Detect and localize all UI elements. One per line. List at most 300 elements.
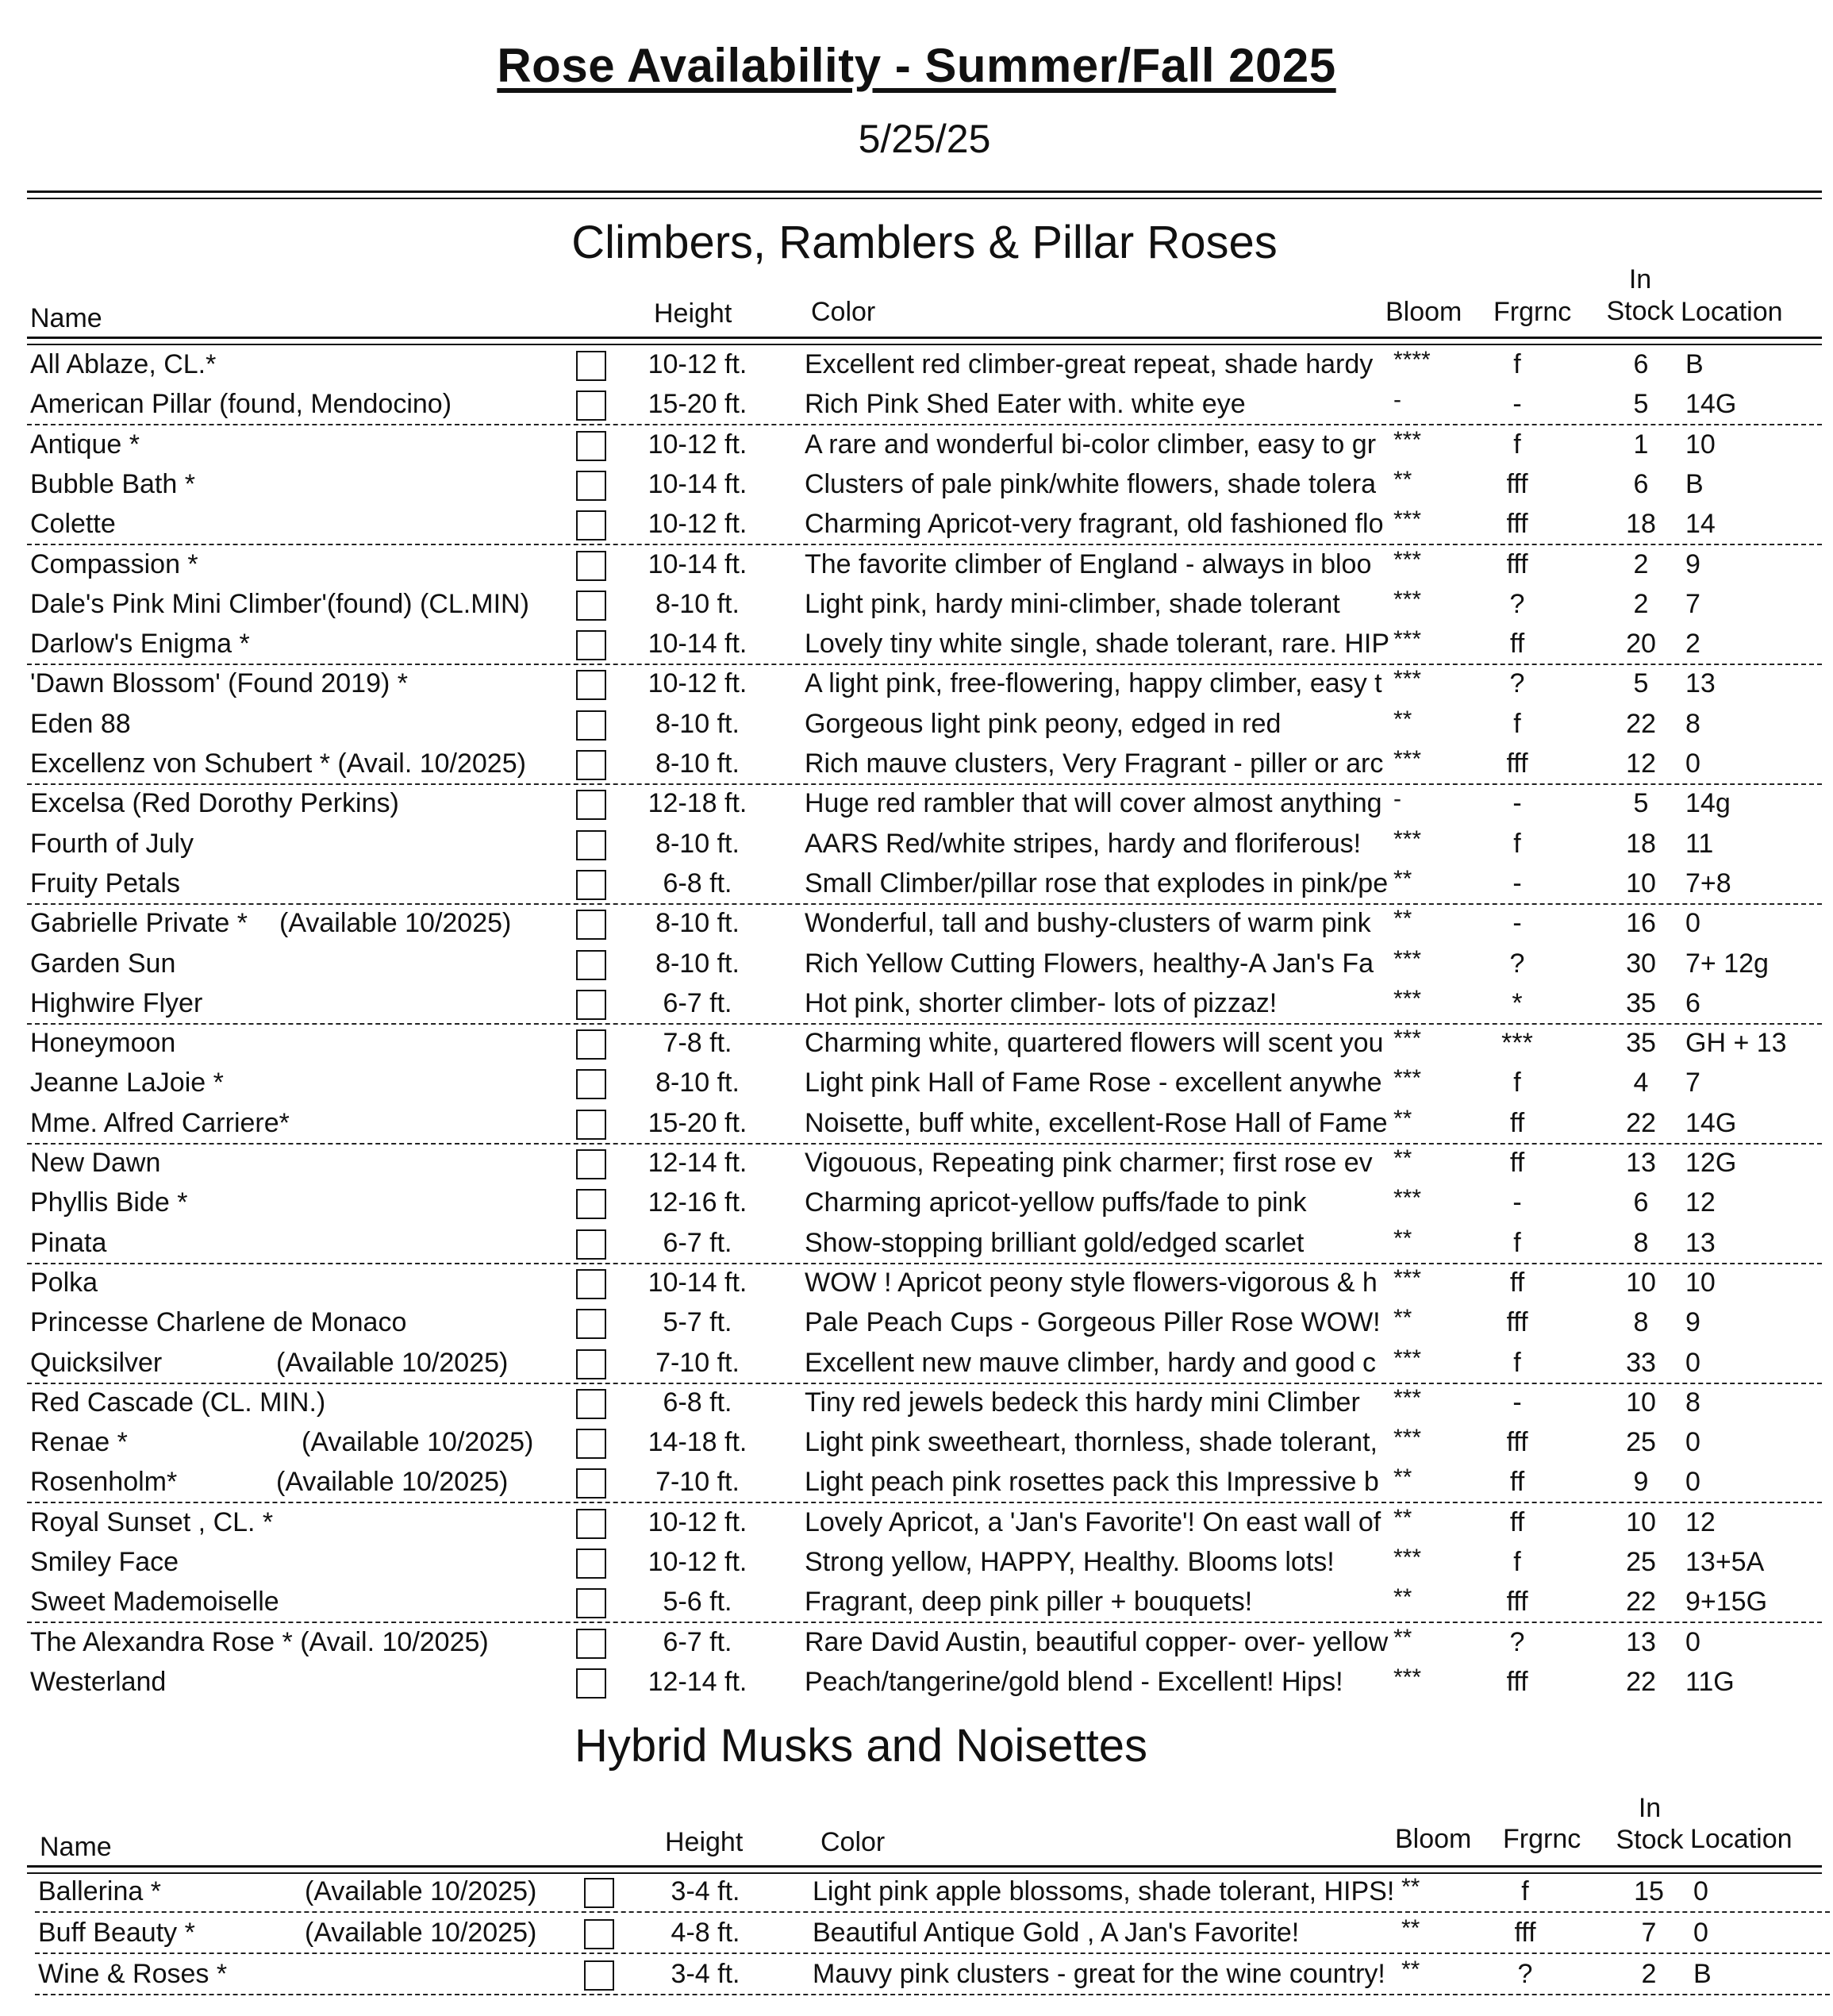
bloom-rating: ** (1393, 1305, 1412, 1332)
rose-height: 10-12 ft. (648, 349, 747, 379)
rose-name: Rosenholm* (30, 1467, 178, 1498)
location-code: 8 (1685, 708, 1700, 739)
rose-height: 10-14 ft. (648, 548, 747, 579)
rose-row (35, 1913, 1830, 1953)
fragrance-rating: fff (1506, 1587, 1528, 1618)
bloom-rating: ** (1393, 1464, 1412, 1491)
rose-row (27, 664, 1822, 703)
rose-color-description: Noisette, buff white, excellent-Rose Hall of Fame (805, 1107, 1388, 1138)
order-checkbox[interactable] (576, 1429, 606, 1459)
rose-height: 7-10 ft. (655, 1347, 740, 1378)
rose-name: Renae * (30, 1427, 128, 1458)
location-code: B (1693, 1959, 1712, 1989)
in-stock-count: 22 (1626, 1107, 1656, 1138)
order-checkbox[interactable] (576, 1229, 606, 1260)
rose-name: Dale's Pink Mini Climber'(found) (CL.MIN) (30, 588, 529, 619)
location-code: 12 (1685, 1187, 1716, 1218)
fragrance-rating: f (1513, 1547, 1521, 1577)
in-stock-count: 33 (1626, 1347, 1656, 1378)
location-code: 0 (1685, 908, 1700, 939)
order-checkbox[interactable] (576, 830, 606, 860)
fragrance-rating: f (1513, 1068, 1521, 1098)
fragrance-rating: ? (1509, 1626, 1525, 1657)
rose-color-description: Huge red rambler that will cover almost anything (805, 788, 1382, 819)
column-header-bloom-2: Bloom (1395, 1824, 1472, 1854)
location-code: 10 (1685, 1267, 1716, 1298)
fragrance-rating: ? (1517, 1959, 1533, 1989)
rose-name: Pinata (30, 1227, 107, 1258)
bloom-rating: *** (1393, 546, 1422, 573)
order-checkbox[interactable] (576, 1309, 606, 1339)
in-stock-count: 10 (1626, 1506, 1656, 1537)
location-code: 13 (1685, 668, 1716, 699)
location-code: 0 (1685, 1347, 1700, 1378)
column-header-name: Name (30, 303, 102, 333)
order-checkbox[interactable] (576, 551, 606, 581)
availability-note: (Available 10/2025) (302, 1427, 534, 1458)
fragrance-rating: ? (1509, 948, 1525, 979)
location-code: 0 (1685, 1626, 1700, 1657)
location-code: 6 (1685, 987, 1700, 1018)
in-stock-count: 10 (1626, 868, 1656, 898)
fragrance-rating: - (1512, 788, 1522, 819)
fragrance-rating: f (1513, 349, 1521, 379)
order-checkbox[interactable] (576, 471, 606, 501)
in-stock-count: 18 (1626, 828, 1656, 859)
fragrance-rating: fff (1506, 748, 1528, 779)
rose-name: Fourth of July (30, 828, 194, 859)
in-stock-count: 22 (1626, 1666, 1656, 1697)
rose-row (35, 1954, 1830, 1994)
rose-row (27, 544, 1822, 584)
in-stock-count: 15 (1634, 1876, 1664, 1906)
location-code: B (1685, 468, 1704, 499)
rose-height: 10-14 ft. (648, 629, 747, 660)
rose-name: Buff Beauty * (38, 1918, 195, 1948)
fragrance-rating: - (1512, 389, 1522, 420)
order-checkbox[interactable] (576, 1668, 606, 1699)
availability-note: (Available 10/2025) (305, 1876, 537, 1906)
rose-color-description: Lovely tiny white single, shade tolerant, rare. HIP (805, 629, 1390, 660)
location-code: 14G (1685, 389, 1737, 420)
order-checkbox[interactable] (576, 1549, 606, 1579)
location-code: 7 (1685, 1068, 1700, 1098)
order-checkbox[interactable] (576, 1110, 606, 1140)
rose-height: 8-10 ft. (655, 588, 740, 619)
rose-color-description: The favorite climber of England - always in bloo (805, 548, 1372, 579)
order-checkbox[interactable] (576, 1509, 606, 1539)
rose-row (27, 944, 1822, 983)
rose-height: 10-12 ft. (648, 509, 747, 540)
rose-color-description: Excellent new mauve climber, hardy and good c (805, 1347, 1377, 1378)
rose-height: 10-12 ft. (648, 429, 747, 460)
rose-color-description: Excellent red climber-great repeat, shade hardy (805, 349, 1374, 379)
bloom-rating: *** (1393, 586, 1422, 613)
order-checkbox[interactable] (576, 510, 606, 541)
in-stock-count: 25 (1626, 1427, 1656, 1458)
rose-height: 7-10 ft. (655, 1467, 740, 1498)
rose-name: Gabrielle Private * (30, 908, 248, 939)
rose-name: Quicksilver (30, 1347, 163, 1378)
rose-row (27, 1183, 1822, 1222)
in-stock-count: 22 (1626, 708, 1656, 739)
location-code: 9 (1685, 548, 1700, 579)
rose-name: Compassion * (30, 548, 198, 579)
fragrance-rating: *** (1501, 1028, 1533, 1059)
column-header-in-stock-2 (1606, 1792, 1693, 1856)
rose-height: 8-10 ft. (655, 748, 740, 779)
bloom-rating: ** (1393, 1624, 1412, 1651)
in-stock-count: 16 (1626, 908, 1656, 939)
bloom-rating: *** (1393, 1425, 1422, 1452)
rose-height: 15-20 ft. (648, 1107, 747, 1138)
rose-row (27, 1622, 1822, 1662)
rose-row (27, 903, 1822, 943)
rose-row (27, 464, 1822, 504)
bloom-rating: *** (1393, 506, 1422, 533)
rose-name: Wine & Roses * (38, 1959, 228, 1989)
location-code: 7+8 (1685, 868, 1731, 898)
rose-height: 6-7 ft. (663, 1227, 732, 1258)
rose-name: All Ablaze, CL.* (30, 349, 217, 379)
in-stock-count: 2 (1633, 548, 1649, 579)
rose-height: 12-16 ft. (648, 1187, 747, 1218)
rose-color-description: Tiny red jewels bedeck this hardy mini Climber (805, 1387, 1360, 1418)
order-checkbox[interactable] (584, 1960, 614, 1991)
location-code: 12G (1685, 1148, 1737, 1178)
fragrance-rating: ff (1509, 1107, 1525, 1138)
order-checkbox[interactable] (576, 990, 606, 1020)
rose-height: 5-7 ft. (663, 1307, 732, 1338)
bloom-rating: *** (1393, 1545, 1422, 1571)
location-code: 11 (1685, 828, 1714, 859)
rose-name: American Pillar (found, Mendocino) (30, 389, 452, 420)
location-code: 11G (1685, 1666, 1735, 1697)
in-stock-count: 25 (1626, 1547, 1656, 1577)
order-checkbox[interactable] (576, 870, 606, 900)
rose-row (27, 1383, 1822, 1422)
rose-height: 12-14 ft. (648, 1148, 747, 1178)
fragrance-rating: ff (1509, 1506, 1525, 1537)
rose-height: 6-8 ft. (663, 1387, 732, 1418)
rose-row (27, 504, 1822, 544)
column-header-fragrance-2: Frgrnc (1503, 1824, 1581, 1854)
rose-color-description: Lovely Apricot, a 'Jan's Favorite'! On east wall of (805, 1506, 1381, 1537)
bloom-rating: ** (1401, 1874, 1420, 1900)
bloom-rating: ** (1393, 906, 1412, 933)
rose-color-description: Vigouous, Repeating pink charmer; first rose ev (805, 1148, 1373, 1178)
fragrance-rating: ff (1509, 1148, 1525, 1178)
order-checkbox[interactable] (576, 431, 606, 461)
order-checkbox[interactable] (576, 910, 606, 940)
in-stock-count: 5 (1633, 668, 1649, 699)
order-checkbox[interactable] (576, 670, 606, 700)
in-stock-count: 5 (1633, 389, 1649, 420)
in-stock-count: 35 (1626, 987, 1656, 1018)
rose-row (27, 1143, 1822, 1183)
rose-height: 12-14 ft. (648, 1666, 747, 1697)
bloom-rating: *** (1393, 1664, 1422, 1691)
bloom-rating: *** (1393, 1185, 1422, 1212)
in-stock-count: 20 (1626, 629, 1656, 660)
rose-row (27, 983, 1822, 1023)
rose-name: Excelsa (Red Dorothy Perkins) (30, 788, 399, 819)
rose-row (27, 824, 1822, 864)
rose-color-description: Charming Apricot-very fragrant, old fashioned flo (805, 509, 1384, 540)
rose-row (27, 864, 1822, 903)
order-checkbox[interactable] (576, 1189, 606, 1219)
bloom-rating: *** (1393, 1025, 1422, 1052)
rose-row (27, 1462, 1822, 1502)
fragrance-rating: ? (1509, 668, 1525, 699)
in-stock-count: 4 (1633, 1068, 1649, 1098)
rose-row (27, 1023, 1822, 1063)
column-header-in-stock (1597, 264, 1684, 327)
fragrance-rating: - (1512, 1387, 1522, 1418)
in-stock-count: 10 (1626, 1267, 1656, 1298)
rose-name: Excellenz von Schubert * (Avail. 10/2025) (30, 748, 526, 779)
rose-height: 7-8 ft. (663, 1028, 732, 1059)
bloom-rating: - (1393, 387, 1401, 414)
order-checkbox[interactable] (576, 790, 606, 820)
rose-name: Princesse Charlene de Monaco (30, 1307, 407, 1338)
rose-row (27, 1582, 1822, 1622)
in-stock-count: 1 (1633, 429, 1649, 460)
fragrance-rating: fff (1506, 509, 1528, 540)
order-checkbox[interactable] (576, 1468, 606, 1499)
bloom-rating: ** (1393, 1105, 1412, 1132)
location-code: 0 (1685, 1427, 1700, 1458)
bloom-rating: ** (1401, 1915, 1420, 1941)
rose-row (27, 744, 1822, 783)
rose-color-description: Show-stopping brilliant gold/edged scarlet (805, 1227, 1305, 1258)
rose-height: 14-18 ft. (648, 1427, 747, 1458)
in-stock-count: 35 (1626, 1028, 1656, 1059)
in-stock-count: 6 (1633, 349, 1649, 379)
location-code: 0 (1685, 1467, 1700, 1498)
rose-color-description: Light peach pink rosettes pack this Impressive b (805, 1467, 1379, 1498)
rose-color-description: Pale Peach Cups - Gorgeous Piller Rose WOW! (805, 1307, 1381, 1338)
rose-color-description: Light pink apple blossoms, shade tolerant, HIPS! (813, 1876, 1395, 1906)
order-checkbox[interactable] (576, 1149, 606, 1179)
location-code: 8 (1685, 1387, 1700, 1418)
order-checkbox[interactable] (576, 1389, 606, 1419)
in-stock-count: 6 (1633, 468, 1649, 499)
order-checkbox[interactable] (576, 591, 606, 621)
order-checkbox[interactable] (576, 950, 606, 980)
bloom-rating: ** (1393, 1584, 1412, 1611)
rose-height: 4-8 ft. (671, 1918, 740, 1948)
fragrance-rating: - (1512, 868, 1522, 898)
fragrance-rating: - (1512, 908, 1522, 939)
bloom-rating: *** (1393, 1384, 1422, 1411)
rose-row (27, 425, 1822, 464)
rose-height: 6-7 ft. (663, 987, 732, 1018)
rose-row (27, 344, 1822, 384)
fragrance-rating: ff (1509, 1267, 1525, 1298)
bloom-rating: ** (1393, 706, 1412, 733)
order-checkbox[interactable] (576, 1269, 606, 1299)
bloom-rating: ** (1401, 1956, 1420, 1983)
rose-height: 8-10 ft. (655, 908, 740, 939)
location-code: 0 (1693, 1876, 1708, 1906)
bloom-rating: *** (1393, 825, 1422, 852)
in-stock-count: 5 (1633, 788, 1649, 819)
rose-height: 5-6 ft. (663, 1587, 732, 1618)
rose-row (27, 1103, 1822, 1143)
order-checkbox[interactable] (584, 1878, 614, 1908)
fragrance-rating: f (1513, 1347, 1521, 1378)
bloom-rating: ** (1393, 1145, 1412, 1172)
rose-color-description: Rare David Austin, beautiful copper- over- yellow (805, 1626, 1389, 1657)
order-checkbox[interactable] (576, 1588, 606, 1618)
bloom-rating: - (1393, 786, 1401, 813)
rose-name: Fruity Petals (30, 868, 180, 898)
availability-note: (Available 10/2025) (279, 908, 512, 939)
fragrance-rating: f (1513, 1227, 1521, 1258)
column-header-in-stock-line2: Stock (1606, 296, 1674, 326)
availability-note: (Available 10/2025) (276, 1467, 509, 1498)
fragrance-rating: ff (1509, 1467, 1525, 1498)
rose-color-description: Small Climber/pillar rose that explodes in pink/pe (805, 868, 1389, 898)
rose-color-description: AARS Red/white stripes, hardy and floriferous! (805, 828, 1362, 859)
rose-height: 10-12 ft. (648, 1506, 747, 1537)
rose-name: Westerland (30, 1666, 167, 1697)
order-checkbox[interactable] (576, 710, 606, 741)
rose-color-description: A light pink, free-flowering, happy climber, easy t (805, 668, 1382, 699)
order-checkbox[interactable] (576, 630, 606, 660)
column-header-height: Height (654, 298, 732, 329)
column-header-location: Location (1681, 297, 1783, 327)
rose-name: Polka (30, 1267, 98, 1298)
order-checkbox[interactable] (576, 750, 606, 780)
location-code: 7 (1685, 588, 1700, 619)
in-stock-count: 13 (1626, 1626, 1656, 1657)
rose-name: 'Dawn Blossom' (Found 2019) * (30, 668, 408, 699)
rose-name: The Alexandra Rose * (Avail. 10/2025) (30, 1626, 489, 1657)
rose-name: Darlow's Enigma * (30, 629, 250, 660)
location-code: 13 (1685, 1227, 1716, 1258)
bloom-rating: ** (1393, 865, 1412, 892)
section-heading-climbers: Climbers, Ramblers & Pillar Roses (571, 217, 1278, 268)
order-checkbox[interactable] (584, 1919, 614, 1949)
in-stock-count: 2 (1641, 1959, 1657, 1989)
rose-color-description: Fragrant, deep pink piller + bouquets! (805, 1587, 1253, 1618)
fragrance-rating: fff (1514, 1918, 1536, 1948)
rose-row (27, 1223, 1822, 1263)
rose-row (27, 384, 1822, 424)
order-checkbox[interactable] (576, 1629, 606, 1659)
rose-color-description: Gorgeous light pink peony, edged in red (805, 708, 1282, 739)
rose-color-description: Charming white, quartered flowers will scent you (805, 1028, 1384, 1059)
rose-name: Sweet Mademoiselle (30, 1587, 279, 1618)
rose-color-description: Clusters of pale pink/white flowers, shade tolera (805, 468, 1377, 499)
rose-name: Antique * (30, 429, 140, 460)
in-stock-count: 12 (1626, 748, 1656, 779)
fragrance-rating: - (1512, 1187, 1522, 1218)
column-header-location-2: Location (1690, 1824, 1793, 1854)
rose-height: 15-20 ft. (648, 389, 747, 420)
rose-row (27, 783, 1822, 823)
column-header-bloom: Bloom (1385, 297, 1462, 327)
order-checkbox[interactable] (576, 1349, 606, 1379)
bloom-rating: ** (1393, 1225, 1412, 1252)
location-code: 7+ 12g (1685, 948, 1769, 979)
in-stock-count: 9 (1633, 1467, 1649, 1498)
rose-name: Smiley Face (30, 1547, 179, 1577)
order-checkbox[interactable] (576, 1069, 606, 1099)
rose-color-description: Light pink, hardy mini-climber, shade tolerant (805, 588, 1340, 619)
bloom-rating: *** (1393, 426, 1422, 453)
rose-color-description: Hot pink, shorter climber- lots of pizzaz! (805, 987, 1278, 1018)
rose-name: Mme. Alfred Carriere* (30, 1107, 290, 1138)
rose-row (27, 1662, 1822, 1702)
rose-name: Bubble Bath * (30, 468, 195, 499)
bloom-rating: *** (1393, 1065, 1422, 1092)
bloom-rating: **** (1393, 347, 1431, 373)
rose-color-description: Rich Yellow Cutting Flowers, healthy-A Jan's Fa (805, 948, 1374, 979)
column-header-height-2: Height (665, 1827, 744, 1857)
in-stock-count: 13 (1626, 1148, 1656, 1178)
rose-color-description: Strong yellow, HAPPY, Healthy. Blooms lots! (805, 1547, 1335, 1577)
rose-height: 10-14 ft. (648, 468, 747, 499)
fragrance-rating: * (1512, 987, 1523, 1018)
rose-name: Eden 88 (30, 708, 131, 739)
bloom-rating: *** (1393, 945, 1422, 972)
fragrance-rating: fff (1506, 1307, 1528, 1338)
fragrance-rating: fff (1506, 548, 1528, 579)
availability-note: (Available 10/2025) (305, 1918, 537, 1948)
location-code: 14g (1685, 788, 1731, 819)
column-header-color-2: Color (820, 1827, 886, 1857)
rose-height: 3-4 ft. (671, 1959, 740, 1989)
rose-color-description: Mauvy pink clusters - great for the wine country! (813, 1959, 1385, 1989)
rose-row (27, 1343, 1822, 1383)
rose-color-description: Light pink Hall of Fame Rose - excellent anywhe (805, 1068, 1382, 1098)
rose-name: Red Cascade (CL. MIN.) (30, 1387, 326, 1418)
column-header-fragrance: Frgrnc (1493, 297, 1572, 327)
in-stock-count: 2 (1633, 588, 1649, 619)
header-divider (27, 190, 1822, 199)
rose-row (27, 704, 1822, 744)
rose-height: 12-18 ft. (648, 788, 747, 819)
in-stock-count: 18 (1626, 509, 1656, 540)
location-code: 9 (1685, 1307, 1700, 1338)
rose-color-description: A rare and wonderful bi-color climber, easy to gr (805, 429, 1377, 460)
rose-color-description: Rich Pink Shed Eater with. white eye (805, 389, 1246, 420)
availability-note: (Available 10/2025) (276, 1347, 509, 1378)
rose-color-description: WOW ! Apricot peony style flowers-vigorous & h (805, 1267, 1378, 1298)
rose-height: 10-12 ft. (648, 1547, 747, 1577)
rose-height: 8-10 ft. (655, 1068, 740, 1098)
rose-color-description: Light pink sweetheart, thornless, shade tolerant, (805, 1427, 1378, 1458)
bloom-rating: ** (1393, 466, 1412, 493)
fragrance-rating: ff (1509, 629, 1525, 660)
fragrance-rating: f (1513, 828, 1521, 859)
bloom-rating: *** (1393, 1264, 1422, 1291)
rose-height: 8-10 ft. (655, 708, 740, 739)
in-stock-count: 7 (1641, 1918, 1657, 1948)
rose-color-description: Wonderful, tall and bushy-clusters of warm pink (805, 908, 1371, 939)
location-code: 10 (1685, 429, 1716, 460)
order-checkbox[interactable] (576, 351, 606, 381)
column-header-name-2: Name (40, 1832, 112, 1862)
fragrance-rating: fff (1506, 468, 1528, 499)
rose-row (27, 1063, 1822, 1102)
rose-name: Phyllis Bide * (30, 1187, 188, 1218)
order-checkbox[interactable] (576, 391, 606, 421)
order-checkbox[interactable] (576, 1029, 606, 1060)
